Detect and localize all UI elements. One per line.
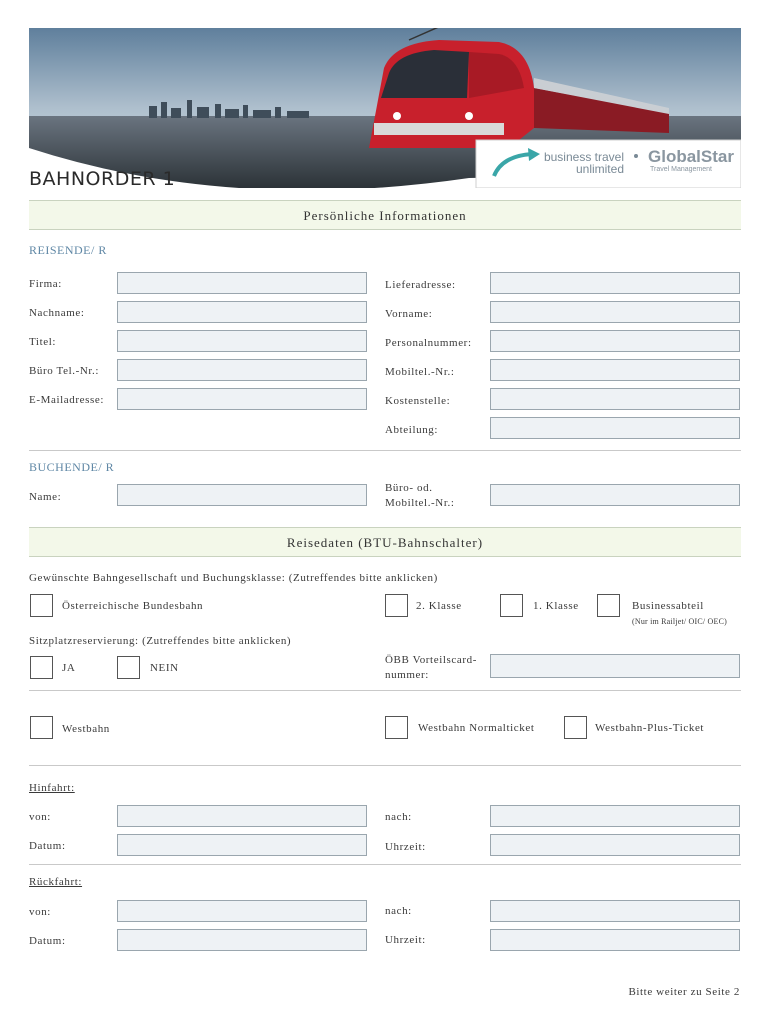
return-to-field[interactable] [490, 900, 740, 922]
label-westbahn: Westbahn [62, 723, 110, 735]
label-booker-phone-line2: Mobiltel.-Nr.: [385, 497, 455, 509]
divider [29, 690, 741, 691]
personalnummer-field[interactable] [490, 330, 740, 352]
label-mobiltel: Mobiltel.-Nr.: [385, 366, 455, 378]
label-outbound-nach: nach: [385, 811, 412, 823]
section-heading-outbound: Hinfahrt: [29, 782, 75, 794]
label-return-datum: Datum: [29, 935, 66, 947]
label-return-uhrzeit: Uhrzeit: [385, 934, 426, 946]
label-booker-phone-line1: Büro- od. [385, 482, 433, 494]
return-time-field[interactable] [490, 929, 740, 951]
outbound-from-field[interactable] [117, 805, 367, 827]
oebb-checkbox[interactable] [30, 594, 53, 617]
brand-separator-dot [634, 154, 638, 158]
section-band-personal: Persönliche Informationen [29, 200, 741, 230]
email-field[interactable] [117, 388, 367, 410]
outbound-date-field[interactable] [117, 834, 367, 856]
booker-phone-field[interactable] [490, 484, 740, 506]
booker-name-field[interactable] [117, 484, 367, 506]
titel-field[interactable] [117, 330, 367, 352]
label-titel: Titel: [29, 336, 57, 348]
vorname-field[interactable] [490, 301, 740, 323]
buero-tel-field[interactable] [117, 359, 367, 381]
westbahn-checkbox[interactable] [30, 716, 53, 739]
divider [29, 450, 741, 451]
label-westbahn-plus: Westbahn-Plus-Ticket [595, 722, 705, 734]
abteilung-field[interactable] [490, 417, 740, 439]
seat-ja-checkbox[interactable] [30, 656, 53, 679]
section-heading-return: Rückfahrt: [29, 876, 83, 888]
label-business: Businessabteil [632, 600, 704, 612]
label-outbound-uhrzeit: Uhrzeit: [385, 841, 426, 853]
label-oebb: Österreichische Bundesbahn [62, 600, 204, 612]
next-page-note: Bitte weiter zu Seite 2 [628, 986, 740, 998]
kostenstelle-field[interactable] [490, 388, 740, 410]
label-abteilung: Abteilung: [385, 424, 439, 436]
label-booker-name: Name: [29, 491, 62, 503]
label-vorname: Vorname: [385, 308, 433, 320]
lieferadresse-field[interactable] [490, 272, 740, 294]
label-vorteilscard-line2: nummer: [385, 669, 429, 681]
label-nachname: Nachname: [29, 307, 85, 319]
divider [29, 864, 741, 865]
brand1-line2: unlimited [575, 162, 624, 176]
label-email: E-Mailadresse: [29, 394, 104, 406]
seat-nein-checkbox[interactable] [117, 656, 140, 679]
brand2-subtitle: Travel Management [650, 166, 712, 173]
return-date-field[interactable] [117, 929, 367, 951]
label-buero-tel: Büro Tel.-Nr.: [29, 365, 100, 377]
seat-instruction: Sitzplatzreservierung: (Zutreffendes bitte anklicken) [29, 635, 292, 647]
label-nein: NEIN [150, 662, 179, 674]
brand2-name: GlobalStar [648, 147, 734, 166]
label-return-nach: nach: [385, 905, 412, 917]
label-kostenstelle: Kostenstelle: [385, 395, 451, 407]
return-from-field[interactable] [117, 900, 367, 922]
header-banner [29, 28, 741, 188]
class2-checkbox[interactable] [385, 594, 408, 617]
westbahn-plus-checkbox[interactable] [564, 716, 587, 739]
page-title: BAHNORDER 1 [29, 168, 176, 190]
outbound-time-field[interactable] [490, 834, 740, 856]
train-banner-image [29, 28, 741, 188]
section-heading-traveler: REISENDE/ R [29, 243, 107, 257]
section-band-travel-data: Reisedaten (BTU-Bahnschalter) [29, 527, 741, 557]
label-westbahn-normal: Westbahn Normalticket [418, 722, 535, 734]
mobiltel-field[interactable] [490, 359, 740, 381]
label-outbound-von: von: [29, 811, 51, 823]
label-return-von: von: [29, 906, 51, 918]
vorteilscard-field[interactable] [490, 654, 740, 678]
label-ja: JA [62, 662, 76, 674]
westbahn-normal-checkbox[interactable] [385, 716, 408, 739]
section-heading-booker: BUCHENDE/ R [29, 460, 115, 474]
label-lieferadresse: Lieferadresse: [385, 279, 456, 291]
class1-checkbox[interactable] [500, 594, 523, 617]
business-checkbox[interactable] [597, 594, 620, 617]
label-class2: 2. Klasse [416, 600, 462, 612]
label-outbound-datum: Datum: [29, 840, 66, 852]
label-personalnummer: Personalnummer: [385, 337, 472, 349]
business-note: (Nur im Railjet/ OIC/ OEC) [632, 617, 727, 626]
rail-instruction: Gewünschte Bahngesellschaft und Buchungsklasse: (Zutreffendes bitte anklicken) [29, 572, 438, 584]
outbound-to-field[interactable] [490, 805, 740, 827]
nachname-field[interactable] [117, 301, 367, 323]
label-vorteilscard-line1: ÖBB Vorteilscard- [385, 654, 477, 666]
label-firma: Firma: [29, 278, 62, 290]
brand1-line1: business travel [543, 150, 624, 164]
label-class1: 1. Klasse [533, 600, 579, 612]
firma-field[interactable] [117, 272, 367, 294]
divider [29, 765, 741, 766]
